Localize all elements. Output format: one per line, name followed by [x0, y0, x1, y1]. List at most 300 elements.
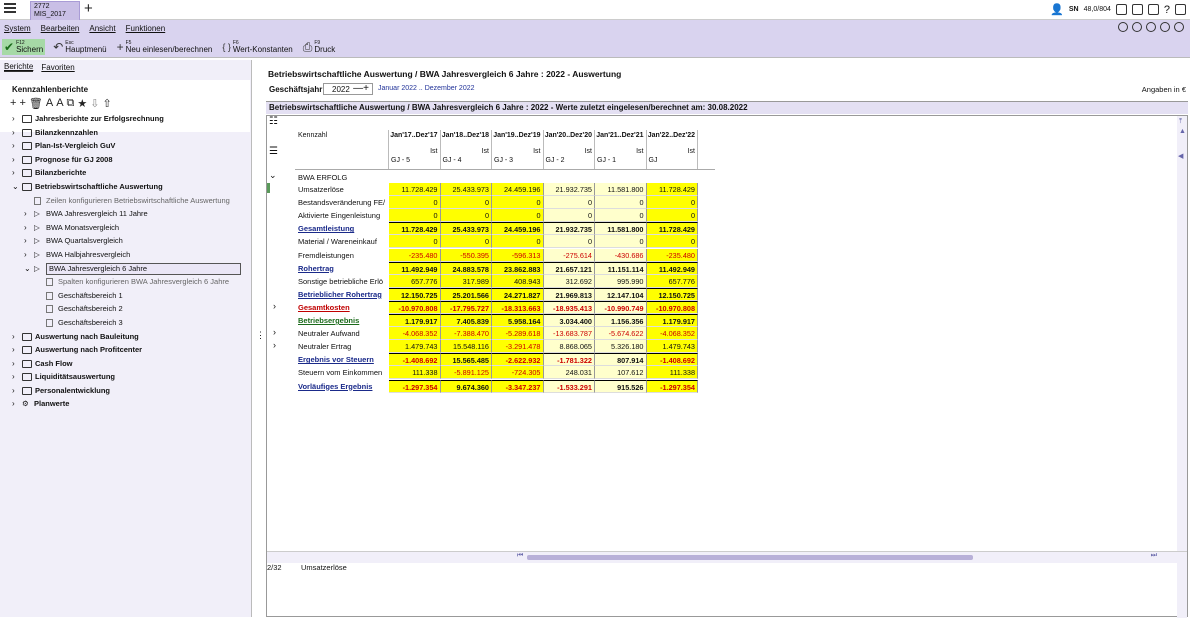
menu-funktionen[interactable]: Funktionen — [125, 23, 166, 33]
column-header-bottom: GJ — [648, 157, 658, 164]
table-cell[interactable]: 7.405.839 — [441, 314, 493, 327]
add-icon[interactable]: + — [10, 97, 17, 109]
column-header[interactable] — [647, 130, 699, 170]
menu-system[interactable]: System — [4, 23, 31, 33]
table-row[interactable] — [273, 327, 698, 340]
table-cell[interactable]: -2.622.932 — [492, 353, 544, 366]
expand-arrow-icon[interactable]: › — [12, 154, 15, 164]
report-subheader: Betriebswirtschaftliche Auswertung / BWA Jahresvergleich 6 Jahre : 2022 - Werte zuletzt eingelesen/berechnet am: 30.08.2022 — [266, 101, 1188, 114]
print-key: F9 — [314, 39, 321, 46]
table-cell[interactable]: 21.932.735 — [544, 183, 596, 196]
column-header[interactable] — [389, 130, 441, 170]
column-header[interactable] — [544, 130, 596, 170]
column-header[interactable] — [492, 130, 544, 170]
table-cell[interactable]: 12.150.725 — [389, 288, 441, 301]
table-cell[interactable]: -1.408.692 — [389, 353, 441, 366]
tree-item[interactable] — [10, 139, 250, 153]
table-cell[interactable]: 11.492.949 — [647, 262, 699, 275]
table-cell[interactable]: 1.479.743 — [389, 340, 441, 353]
table-cell[interactable]: -550.395 — [441, 249, 493, 262]
report-icon: ▷ — [34, 249, 40, 259]
kennzahl-header[interactable] — [295, 130, 389, 170]
tree-item-label: Auswertung nach Bauleitung — [35, 331, 139, 341]
tree-item[interactable] — [10, 302, 250, 316]
folder-icon — [22, 142, 32, 150]
table-cell[interactable]: 1.479.743 — [647, 340, 699, 353]
keypad-icon[interactable] — [1148, 4, 1159, 15]
fiscal-year-range: Januar 2022 .. Dezember 2022 — [378, 85, 475, 92]
table-cell[interactable]: -13.683.787 — [544, 327, 596, 340]
delete-icon[interactable]: 🗑 — [28, 98, 43, 110]
expand-arrow-icon[interactable]: › — [12, 141, 15, 151]
hamburger-menu-icon[interactable] — [4, 3, 16, 13]
table-cell[interactable]: -596.313 — [492, 249, 544, 262]
table-cell[interactable]: -724.305 — [492, 366, 544, 379]
save-key: F12 — [16, 39, 25, 46]
tree-item[interactable] — [10, 384, 250, 398]
tab-favoriten[interactable]: Favoriten — [41, 62, 75, 72]
column-header-mid: Ist — [636, 148, 644, 155]
table-cell[interactable]: 0 — [544, 196, 596, 209]
report-grid — [266, 115, 1188, 617]
scroll-first-icon[interactable]: ⏮ — [517, 552, 524, 559]
table-cell[interactable]: 1.179.917 — [389, 314, 441, 327]
table-cell[interactable]: -7.388.470 — [441, 327, 493, 340]
recalculate-button[interactable] — [115, 39, 215, 55]
tree-item[interactable] — [10, 180, 250, 194]
column-header-mid: Ist — [687, 148, 695, 155]
table-cell[interactable]: -430.686 — [595, 249, 647, 262]
table-cell[interactable]: 24.883.578 — [441, 262, 493, 275]
table-row[interactable] — [295, 196, 698, 209]
table-cell[interactable]: -5.891.125 — [441, 366, 493, 379]
table-cell[interactable]: 111.338 — [647, 366, 699, 379]
table-row[interactable] — [295, 275, 698, 288]
expand-arrow-icon[interactable]: › — [12, 358, 15, 368]
copy-icon[interactable]: ⧉ — [66, 97, 75, 109]
column-header-top: Jan'19..Dez'19 — [493, 132, 541, 139]
splitter-handle[interactable]: ⋮ — [256, 330, 265, 340]
expand-arrow-icon[interactable]: › — [24, 249, 27, 259]
tree-item-label: Bilanzberichte — [35, 168, 87, 178]
tree-item[interactable] — [10, 126, 250, 140]
current-row-label: Umsatzerlöse — [301, 563, 347, 572]
row-label: Vorläufiges Ergebnis — [298, 381, 373, 391]
table-cell[interactable]: 111.338 — [389, 366, 441, 379]
table-cell[interactable]: -17.795.727 — [441, 301, 493, 314]
tree-item[interactable] — [10, 343, 250, 357]
table-cell[interactable]: -235.480 — [647, 249, 699, 262]
add-child-icon[interactable]: + — [19, 97, 26, 109]
expand-arrow-icon[interactable]: › — [24, 236, 27, 246]
new-tab-plus-icon[interactable]: + — [84, 0, 93, 17]
rename-icon[interactable]: A — [45, 97, 54, 109]
table-cell[interactable]: -1.297.354 — [647, 380, 699, 393]
tree-item[interactable] — [10, 357, 250, 371]
table-row[interactable] — [295, 353, 698, 366]
table-cell[interactable]: 15.565.485 — [441, 353, 493, 366]
tree-item-label: Liquiditätsauswertung — [35, 372, 116, 382]
main-menu-key: Esc — [65, 39, 74, 46]
table-cell[interactable]: 24.271.827 — [492, 288, 544, 301]
row-label: Betriebsergebnis — [298, 316, 360, 325]
row-label: Rohertrag — [298, 263, 334, 273]
column-header-bottom: GJ - 2 — [545, 157, 565, 164]
tree-item-label: Geschäftsbereich 3 — [58, 317, 123, 327]
table-cell[interactable]: 15.548.116 — [441, 340, 493, 353]
table-cell[interactable]: -1.408.692 — [647, 353, 699, 366]
table-cell[interactable]: 0 — [441, 235, 493, 248]
table-row[interactable] — [295, 235, 698, 248]
table-row[interactable] — [295, 209, 698, 222]
table-cell[interactable]: -3.291.478 — [492, 340, 544, 353]
column-header-top: Jan'18..Dez'18 — [441, 132, 489, 139]
row-label: Neutraler Aufwand — [298, 329, 360, 339]
table-cell[interactable]: -275.614 — [544, 249, 596, 262]
table-cell[interactable]: 0 — [492, 209, 544, 222]
page-icon — [34, 197, 41, 205]
recalculate-label: Neu einlesen/berechnen — [125, 44, 213, 54]
table-cell[interactable]: 107.612 — [595, 366, 647, 379]
print-label: Druck — [314, 44, 336, 54]
table-row[interactable] — [273, 300, 698, 314]
row-label: Betrieblicher Rohertrag — [298, 289, 382, 299]
help-icon[interactable]: ? — [1163, 3, 1170, 16]
constants-key: F6 — [232, 39, 239, 46]
table-cell[interactable]: 23.862.883 — [492, 262, 544, 275]
table-cell[interactable]: 0 — [595, 235, 647, 248]
main-menu-label: Hauptmenü — [65, 44, 107, 54]
table-cell[interactable]: -10.990.749 — [595, 301, 647, 314]
tree-item-label: Geschäftsbereich 2 — [58, 304, 123, 314]
tree-item-label: BWA Jahresvergleich 6 Jahre — [46, 263, 241, 275]
row-label: Fremdleistungen — [298, 250, 354, 260]
table-cell[interactable]: 21.657.121 — [544, 262, 596, 275]
tree-item-label: BWA Monatsvergleich — [46, 222, 120, 232]
table-row[interactable] — [295, 249, 698, 262]
column-header-bottom: GJ - 5 — [391, 157, 411, 164]
table-cell[interactable]: 5.958.164 — [492, 314, 544, 327]
table-cell[interactable]: -1.297.354 — [389, 380, 441, 393]
folder-icon — [22, 333, 32, 341]
expand-arrow-icon[interactable]: › — [12, 372, 15, 382]
table-cell[interactable]: 0 — [492, 235, 544, 248]
table-cell[interactable]: -18.935.413 — [544, 301, 596, 314]
tree-item-label: Spalten konfigurieren BWA Jahresvergleich 6 Jahre — [58, 277, 230, 287]
table-cell[interactable]: 25.433.973 — [441, 183, 493, 196]
fiscal-year-stepper[interactable] — [323, 83, 373, 95]
header-divider — [295, 169, 715, 170]
calculator-icon[interactable] — [1132, 4, 1143, 15]
table-cell[interactable]: 11.728.429 — [389, 183, 441, 196]
tab-code: 2772 — [34, 3, 50, 10]
table-cell[interactable]: 11.728.429 — [647, 183, 699, 196]
table-cell[interactable]: 3.034.400 — [544, 314, 596, 327]
table-cell[interactable]: 312.692 — [544, 275, 596, 288]
tree-item[interactable] — [10, 234, 250, 248]
table-cell[interactable]: 0 — [647, 196, 699, 209]
table-cell[interactable]: 317.989 — [441, 275, 493, 288]
expand-arrow-icon[interactable]: › — [12, 385, 15, 395]
menu-ansicht[interactable]: Ansicht — [89, 23, 116, 33]
tree-item-label: Bilanzkennzahlen — [35, 127, 98, 137]
list-icon[interactable]: ☰ — [269, 146, 278, 157]
table-cell[interactable]: 0 — [647, 209, 699, 222]
expand-arrow-icon[interactable]: › — [12, 345, 15, 355]
expand-arrow-icon[interactable]: › — [24, 209, 27, 219]
tree-item[interactable] — [10, 397, 250, 411]
table-cell[interactable]: 12.147.104 — [595, 288, 647, 301]
stepper-icon[interactable]: —+ — [353, 83, 369, 94]
table-cell[interactable]: 12.150.725 — [647, 288, 699, 301]
scroll-left-icon[interactable]: ◀ — [1178, 153, 1184, 160]
row-label: Sonstige betriebliche Erlö — [298, 276, 384, 286]
tree-item-label: Jahresberichte zur Erfolgsrechnung — [35, 114, 164, 123]
table-cell[interactable]: -5.289.618 — [492, 327, 544, 340]
table-cell[interactable]: 0 — [544, 209, 596, 222]
tree-item[interactable] — [10, 166, 250, 180]
tree-item[interactable] — [10, 262, 250, 276]
check-icon: ✔ — [4, 39, 15, 54]
info-icon[interactable] — [1146, 22, 1156, 32]
fiscal-year-value: 2022 — [332, 85, 350, 94]
plus-icon: + — [116, 39, 124, 54]
tree-item-label: Betriebswirtschaftliche Auswertung — [35, 181, 163, 191]
column-header-top: Jan'21..Dez'21 — [596, 132, 644, 139]
folder-icon — [22, 373, 32, 381]
page-icon — [46, 319, 53, 327]
row-label: Aktivierte Eingenleistung — [298, 211, 381, 221]
table-row[interactable] — [273, 340, 698, 353]
table-cell[interactable]: -4.068.352 — [389, 327, 441, 340]
scroll-top-icon[interactable]: ⤒ — [1179, 118, 1183, 125]
tree-item-label: BWA Halbjahresvergleich — [46, 249, 131, 259]
table-cell[interactable]: 11.151.114 — [595, 262, 647, 275]
tree-item-label: Personalentwicklung — [35, 385, 111, 395]
table-cell[interactable]: 0 — [389, 209, 441, 222]
column-header-mid: Ist — [533, 148, 541, 155]
tree-item[interactable] — [10, 112, 250, 126]
expand-arrow-icon[interactable]: ⌄ — [24, 263, 31, 273]
table-cell[interactable]: 995.990 — [595, 275, 647, 288]
search-icon[interactable] — [1174, 22, 1184, 32]
rename-alt-icon[interactable]: A — [56, 97, 64, 109]
column-header-mid: Ist — [481, 148, 489, 155]
expand-arrow-icon[interactable]: ⌄ — [12, 181, 19, 191]
scroll-last-icon[interactable]: ⏭ — [1150, 552, 1157, 559]
left-pane — [0, 60, 265, 617]
tree-item-label: Zeilen konfigurieren Betriebswirtschaftliche Auswertung — [46, 195, 230, 205]
table-cell[interactable]: 408.943 — [492, 275, 544, 288]
main-menu-button[interactable] — [51, 39, 108, 55]
table-cell[interactable]: 11.581.800 — [595, 183, 647, 196]
table-cell[interactable]: 11.728.429 — [647, 222, 699, 235]
expand-arrow-icon[interactable]: › — [12, 168, 15, 178]
folder-icon — [22, 129, 32, 137]
table-cell[interactable]: 5.326.180 — [595, 340, 647, 353]
table-cell[interactable]: 8.868.065 — [544, 340, 596, 353]
move-down-icon[interactable]: ⇩ — [90, 98, 100, 110]
folder-icon — [22, 360, 32, 368]
expand-arrow-icon[interactable]: › — [12, 114, 15, 123]
table-cell[interactable]: 807.914 — [595, 353, 647, 366]
expand-arrow-icon[interactable]: › — [12, 331, 15, 341]
tree-item-label: BWA Quartalsvergleich — [46, 236, 123, 246]
expand-row-icon[interactable]: › — [273, 327, 276, 338]
folder-icon — [22, 169, 32, 177]
column-header-bottom: GJ - 4 — [442, 157, 462, 164]
expand-row-icon[interactable]: › — [273, 300, 276, 311]
panel-title: Kennzahlenberichte — [12, 85, 89, 94]
horizontal-scrollbar[interactable] — [267, 551, 1187, 563]
table-row[interactable] — [295, 222, 698, 235]
table-cell[interactable]: 657.776 — [647, 275, 699, 288]
row-marker — [267, 183, 270, 193]
table-cell[interactable]: 0 — [441, 196, 493, 209]
table-cell[interactable]: 657.776 — [389, 275, 441, 288]
calendar-icon[interactable] — [1116, 4, 1127, 15]
folder-icon — [22, 156, 32, 164]
settings-icon: ⚙ — [22, 399, 29, 409]
table-cell[interactable]: 0 — [389, 196, 441, 209]
back-icon: ↶ — [53, 39, 64, 54]
table-cell[interactable]: 0 — [389, 235, 441, 248]
table-cell[interactable]: 1.156.356 — [595, 314, 647, 327]
column-header-top: Jan'22..Dez'22 — [647, 132, 695, 139]
report-icon: ▷ — [34, 263, 40, 273]
table-row[interactable] — [295, 380, 698, 393]
move-up-icon[interactable]: ⇧ — [102, 98, 112, 110]
scroll-thumb[interactable] — [527, 555, 973, 560]
fiscal-year-label: Geschäftsjahr — [269, 85, 323, 94]
constants-button[interactable] — [220, 39, 294, 55]
table-cell[interactable]: 25.201.566 — [441, 288, 493, 301]
page-icon — [46, 305, 53, 313]
tree-toolbar — [10, 97, 112, 110]
column-header-bottom: GJ - 1 — [597, 157, 617, 164]
tree-item[interactable] — [10, 370, 250, 384]
expand-arrow-icon[interactable]: › — [24, 222, 27, 232]
tree-item-label: Plan-Ist-Vergleich GuV — [35, 141, 116, 151]
table-cell[interactable]: -235.480 — [389, 249, 441, 262]
tree-item[interactable] — [10, 275, 250, 289]
table-cell[interactable]: 0 — [492, 196, 544, 209]
table-row[interactable] — [295, 366, 698, 379]
favorite-icon[interactable]: ★ — [77, 98, 88, 110]
table-cell[interactable]: 0 — [647, 235, 699, 248]
table-cell[interactable]: 24.459.196 — [492, 222, 544, 235]
table-cell[interactable]: 915.526 — [595, 380, 647, 393]
save-button[interactable] — [2, 39, 45, 55]
tree-item[interactable] — [10, 153, 250, 167]
print-icon: ⎙ — [302, 39, 313, 54]
table-cell[interactable]: -4.068.352 — [647, 327, 699, 340]
table-cell[interactable]: 25.433.973 — [441, 222, 493, 235]
table-cell[interactable]: 0 — [441, 209, 493, 222]
table-cell[interactable]: 11.581.800 — [595, 222, 647, 235]
row-label: Steuern vom Einkommen — [298, 368, 383, 378]
expand-row-icon[interactable]: › — [273, 340, 276, 351]
table-row[interactable] — [295, 183, 698, 196]
table-cell[interactable]: -3.347.237 — [492, 380, 544, 393]
tree-item[interactable] — [10, 194, 250, 208]
expand-arrow-icon[interactable]: › — [12, 399, 15, 409]
collapse-icon[interactable]: ⌄ — [269, 170, 277, 180]
table-cell[interactable]: 0 — [595, 209, 647, 222]
table-row[interactable] — [295, 288, 698, 301]
table-row[interactable] — [295, 262, 698, 275]
table-cell[interactable]: 24.459.196 — [492, 183, 544, 196]
table-cell[interactable]: -10.970.808 — [389, 301, 441, 314]
table-cell[interactable]: -5.674.622 — [595, 327, 647, 340]
tree-item[interactable] — [10, 289, 250, 303]
recalculate-key: F5 — [125, 39, 132, 46]
table-cell[interactable]: 0 — [595, 196, 647, 209]
tree-item-label: Planwerte — [34, 399, 70, 409]
users-icon[interactable] — [1118, 22, 1128, 32]
row-label: Bestandsveränderung FE/ — [298, 198, 386, 208]
tree-item-label: Auswertung nach Profitcenter — [35, 345, 143, 355]
counter-readout: 48,0/804 — [1083, 6, 1111, 13]
table-cell[interactable]: -18.313.663 — [492, 301, 544, 314]
menu-bearbeiten[interactable]: Bearbeiten — [40, 23, 80, 33]
user-icon[interactable]: 👤 — [1050, 4, 1064, 16]
row-label: Ergebnis vor Steuern — [298, 355, 374, 365]
kennzahl-header-label: Kennzahl — [298, 132, 328, 139]
column-header-top: Jan'20..Dez'20 — [544, 132, 592, 139]
table-cell[interactable]: 248.031 — [544, 366, 596, 379]
vertical-scrollbar[interactable] — [1177, 116, 1187, 618]
row-counter: 2/32 — [267, 563, 282, 572]
left-tabs — [0, 60, 251, 74]
table-cell[interactable]: -1.781.322 — [544, 353, 596, 366]
column-header[interactable] — [441, 130, 493, 170]
tree-item-label: Geschäftsbereich 1 — [58, 290, 123, 300]
column-header[interactable] — [595, 130, 647, 170]
table-row[interactable] — [295, 314, 698, 327]
tree-item[interactable] — [10, 248, 250, 262]
page-icon — [46, 292, 53, 300]
row-label: Material / Wareneinkauf — [298, 237, 377, 247]
table-cell[interactable]: 21.969.813 — [544, 288, 596, 301]
tree-item[interactable] — [10, 330, 250, 344]
window-icon[interactable] — [1175, 4, 1186, 15]
table-cell[interactable]: -1.533.291 — [544, 380, 596, 393]
table-cell[interactable]: -10.970.808 — [647, 301, 699, 314]
document-icon[interactable] — [1132, 22, 1142, 32]
tree-item-label: Cash Flow — [35, 358, 73, 368]
tree-item[interactable] — [10, 221, 250, 235]
print-button[interactable] — [301, 39, 338, 55]
table-cell[interactable]: 9.674.360 — [441, 380, 493, 393]
tab-name: MIS_2017 — [34, 11, 66, 18]
table-cell[interactable]: 0 — [544, 235, 596, 248]
table-cell[interactable]: 11.728.429 — [389, 222, 441, 235]
table-cell[interactable]: 11.492.949 — [389, 262, 441, 275]
filter-icon[interactable]: ☷ — [269, 116, 278, 127]
table-cell[interactable]: 21.932.735 — [544, 222, 596, 235]
tab-berichte[interactable]: Berichte — [4, 62, 34, 71]
expand-arrow-icon[interactable]: › — [12, 127, 15, 137]
tree-item[interactable] — [10, 316, 250, 330]
gear-icon[interactable] — [1160, 22, 1170, 32]
tree-item[interactable] — [10, 207, 250, 221]
scroll-up-icon[interactable]: ▲ — [1179, 128, 1186, 135]
column-header-top: Jan'17..Dez'17 — [390, 132, 438, 139]
document-tab[interactable] — [30, 1, 80, 20]
folder-icon — [22, 115, 32, 123]
table-cell[interactable]: 1.179.917 — [647, 314, 699, 327]
